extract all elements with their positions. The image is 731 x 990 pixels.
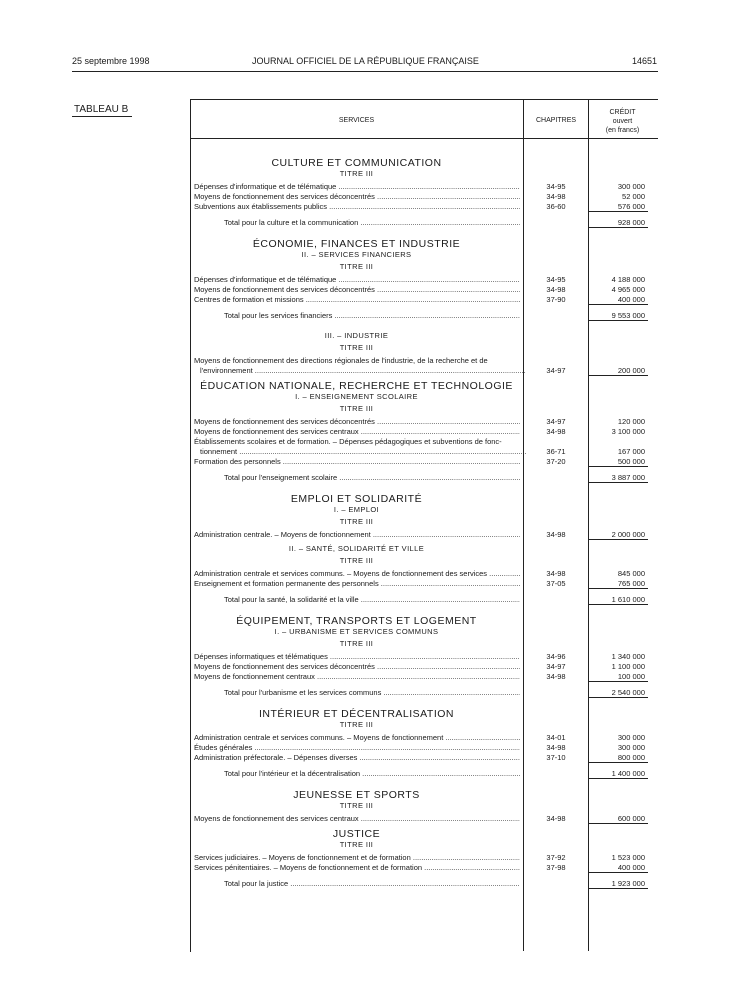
subsection-heading: TITRE III (339, 801, 374, 810)
line-item-amount: 120 000 (617, 417, 645, 426)
total-amount: 1 400 000 (611, 769, 645, 778)
amount-underline (588, 762, 648, 763)
line-item-chapter: 37-92 (546, 853, 566, 862)
total-amount: 2 540 000 (611, 688, 645, 697)
credit-column-header: CRÉDIT ouvert (en francs) (605, 109, 640, 134)
total-label: Total pour la santé, la solidarité et la ville ..... (224, 594, 520, 605)
total-underline (588, 227, 648, 228)
line-item-amount: 100 000 (617, 672, 645, 681)
line-item-amount: 576 000 (617, 202, 645, 211)
amount-underline (588, 211, 648, 212)
line-item-chapter: 37-90 (546, 295, 566, 304)
header-rule (72, 71, 658, 72)
section-heading: ÉQUIPEMENT, TRANSPORTS ET LOGEMENT (236, 615, 477, 627)
line-item-chapter: 37-98 (546, 863, 566, 872)
line-item-amount: 845 000 (617, 569, 645, 578)
total-label: Total pour l'urbanisme et les services communs ..... (224, 687, 520, 698)
section-heading: ÉDUCATION NATIONALE, RECHERCHE ET TECHNOLOGIE (200, 380, 513, 392)
subsection-heading: TITRE III (339, 404, 374, 413)
total-amount: 9 553 000 (611, 311, 645, 320)
line-item-amount: 300 000 (617, 733, 645, 742)
services-chapitres-divider (523, 99, 524, 951)
line-item-description: Administration préfectorale. – Dépenses diverses ..... (194, 752, 520, 763)
subsection-heading: I. – EMPLOI (333, 505, 380, 514)
line-item-description: Administration centrale et services communs. – Moyens de fonctionnement des services ..... (194, 568, 520, 579)
line-item-description: Administration centrale et services communs. – Moyens de fonctionnement ..... (194, 732, 520, 743)
line-item-amount: 52 000 (622, 192, 645, 201)
line-item-amount: 600 000 (617, 814, 645, 823)
amount-underline (588, 823, 648, 824)
subsection-heading: TITRE III (339, 343, 374, 352)
subsection-heading: TITRE III (339, 169, 374, 178)
line-item-amount: 500 000 (617, 457, 645, 466)
line-item-amount: 1 100 000 (611, 662, 645, 671)
line-item-chapter: 34-97 (546, 662, 566, 671)
line-item-chapter: 37-20 (546, 457, 566, 466)
line-item-chapter: 34-95 (546, 275, 566, 284)
line-item-description: Moyens de fonctionnement des services déconcentrés ..... (194, 416, 520, 427)
line-item-chapter: 34-97 (546, 417, 566, 426)
line-item-description: Moyens de fonctionnement des services centraux ..... (194, 813, 520, 824)
services-column-header: SERVICES (338, 117, 375, 124)
line-item-amount: 2 000 000 (611, 530, 645, 539)
total-label: Total pour la culture et la communication ..... (224, 217, 520, 228)
amount-underline (588, 375, 648, 376)
subsection-heading: TITRE III (339, 720, 374, 729)
line-item-chapter: 34-96 (546, 652, 566, 661)
section-heading: JUSTICE (332, 828, 381, 840)
amount-underline (588, 304, 648, 305)
line-item-chapter: 34-97 (546, 366, 566, 375)
line-item-amount: 3 100 000 (611, 427, 645, 436)
subsection-heading: TITRE III (339, 517, 374, 526)
table-label: TABLEAU B (74, 104, 129, 115)
amount-underline (588, 466, 648, 467)
total-label: Total pour l'intérieur et la décentralisation ..... (224, 768, 520, 779)
line-item-description: Moyens de fonctionnement centraux ..... (194, 671, 520, 682)
total-label: Total pour les services financiers ..... (224, 310, 520, 321)
line-item-description: Administration centrale. – Moyens de fonctionnement ..... (194, 529, 520, 540)
line-item-chapter: 34-98 (546, 285, 566, 294)
line-item-chapter: 34-98 (546, 814, 566, 823)
subsection-heading: I. – ENSEIGNEMENT SCOLAIRE (295, 392, 418, 401)
line-item-description: Formation des personnels ..... (194, 456, 520, 467)
subsection-heading: TITRE III (339, 840, 374, 849)
line-item-amount: 1 340 000 (611, 652, 645, 661)
line-item-amount: 300 000 (617, 182, 645, 191)
line-item-description: Subventions aux établissements publics ..... (194, 201, 520, 212)
line-item-description: Services judiciaires. – Moyens de fonctionnement et de formation ..... (194, 852, 520, 863)
total-underline (588, 320, 648, 321)
line-item-amount: 300 000 (617, 743, 645, 752)
line-item-amount: 800 000 (617, 753, 645, 762)
line-item-amount: 167 000 (617, 447, 645, 456)
line-item-description: tionnement ..... (194, 446, 526, 457)
line-item-chapter: 34-98 (546, 530, 566, 539)
subsection-heading: TITRE III (339, 556, 374, 565)
total-underline (588, 482, 648, 483)
page-date: 25 septembre 1998 (72, 56, 150, 66)
line-item-amount: 1 523 000 (611, 853, 645, 862)
subsection-heading: II. – SERVICES FINANCIERS (301, 250, 412, 259)
line-item-amount: 4 188 000 (611, 275, 645, 284)
total-amount: 3 887 000 (611, 473, 645, 482)
total-amount: 928 000 (617, 218, 645, 227)
line-item-description: Moyens de fonctionnement des services déconcentrés ..... (194, 191, 520, 202)
line-item-chapter: 34-98 (546, 192, 566, 201)
line-item-description: Dépenses d'informatique et de télématique ..... (194, 274, 520, 285)
line-item-chapter: 34-98 (546, 427, 566, 436)
total-label: Total pour la justice ..... (224, 878, 520, 889)
section-heading: ÉCONOMIE, FINANCES ET INDUSTRIE (252, 238, 461, 250)
line-item-description: Moyens de fonctionnement des services déconcentrés ..... (194, 284, 520, 295)
amount-underline (588, 539, 648, 540)
subsection-heading: III. – INDUSTRIE (324, 331, 389, 340)
line-item-amount: 765 000 (617, 579, 645, 588)
section-heading: CULTURE ET COMMUNICATION (271, 157, 442, 169)
line-item-amount: 200 000 (617, 366, 645, 375)
total-label: Total pour l'enseignement scolaire ..... (224, 472, 520, 483)
line-item-description: l'environnement ..... (194, 365, 526, 376)
line-item-chapter: 34-98 (546, 743, 566, 752)
total-underline (588, 604, 648, 605)
line-item-description: Dépenses d'informatique et de télématique ..... (194, 181, 520, 192)
line-item-chapter: 37-10 (546, 753, 566, 762)
total-amount: 1 923 000 (611, 879, 645, 888)
line-item-amount: 400 000 (617, 863, 645, 872)
line-item-chapter: 36-60 (546, 202, 566, 211)
subsection-heading: II. – SANTÉ, SOLIDARITÉ ET VILLE (288, 544, 425, 553)
journal-title: JOURNAL OFFICIEL DE LA RÉPUBLIQUE FRANÇAISE (252, 56, 479, 66)
section-heading: INTÉRIEUR ET DÉCENTRALISATION (259, 708, 454, 720)
line-item-description: Centres de formation et missions ..... (194, 294, 520, 305)
section-heading: JEUNESSE ET SPORTS (293, 789, 420, 801)
amount-underline (588, 872, 648, 873)
amount-underline (588, 681, 648, 682)
line-item-amount: 4 965 000 (611, 285, 645, 294)
line-item-amount: 400 000 (617, 295, 645, 304)
amount-underline (588, 588, 648, 589)
line-item-chapter: 34-98 (546, 569, 566, 578)
total-amount: 1 610 000 (611, 595, 645, 604)
subsection-heading: TITRE III (339, 262, 374, 271)
line-item-description: Établissements scolaires et de formation. – Dépenses pédagogiques et subventions de fonc- (194, 437, 502, 446)
subsection-heading: I. – URBANISME ET SERVICES COMMUNS (274, 627, 439, 636)
line-item-description: Moyens de fonctionnement des services centraux ..... (194, 426, 520, 437)
line-item-description: Dépenses informatiques et télématiques ..... (194, 651, 520, 662)
line-item-description: Moyens de fonctionnement des services déconcentrés ..... (194, 661, 520, 672)
line-item-chapter: 37-05 (546, 579, 566, 588)
line-item-chapter: 34-95 (546, 182, 566, 191)
line-item-description: Services pénitentiaires. – Moyens de fonctionnement et de formation ..... (194, 862, 520, 873)
page-number: 14651 (631, 56, 657, 66)
table-label-underline (72, 116, 132, 117)
total-underline (588, 697, 648, 698)
line-item-chapter: 34-98 (546, 672, 566, 681)
chapitres-column-header: CHAPITRES (535, 117, 577, 124)
subsection-heading: TITRE III (339, 639, 374, 648)
line-item-chapter: 36-71 (546, 447, 566, 456)
line-item-chapter: 34-01 (546, 733, 566, 742)
line-item-description: Études générales ..... (194, 742, 520, 753)
line-item-description: Enseignement et formation permanente des personnels ..... (194, 578, 520, 589)
total-underline (588, 778, 648, 779)
total-underline (588, 888, 648, 889)
section-heading: EMPLOI ET SOLIDARITÉ (290, 493, 423, 505)
line-item-description: Moyens de fonctionnement des directions régionales de l'industrie, de la recherche et de (194, 356, 488, 365)
